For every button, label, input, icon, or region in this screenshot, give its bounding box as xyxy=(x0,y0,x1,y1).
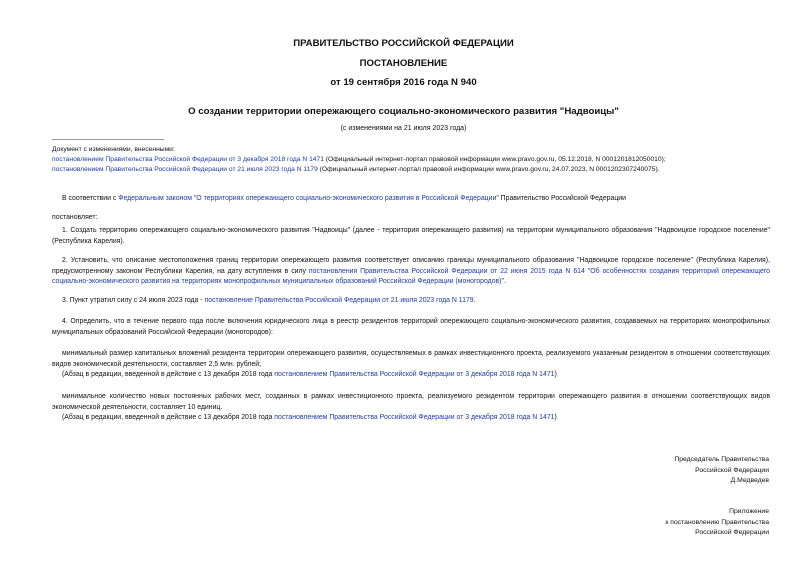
paragraph-3 xyxy=(52,296,770,307)
appendix-reference: к постановлению Правительства xyxy=(665,518,769,526)
paragraph-2 xyxy=(52,256,770,288)
preamble xyxy=(52,194,770,205)
amendments-intro: Документ с изменениями, внесенными: xyxy=(52,146,175,153)
paragraph-3-text: 3. Пункт утратил силу с 24 июля 2023 года - xyxy=(62,297,205,304)
document-title: О создании территории опережающего социально-экономического развития "Надвоицы" xyxy=(188,106,619,117)
signature-position: Председатель Правительства xyxy=(674,456,769,463)
paragraph-2-text: 2. Установить, что описание местоположения границ территории опережающего развития соответствует описанию границы муниципального образования "Надвоицкое городское поселение" (Республика Карелия), предусмотренному законом Республики Карелия, на дату вступления в силу xyxy=(52,257,770,275)
resolves-text: постановляет: xyxy=(52,214,98,221)
resolution-1179-link[interactable]: постановление Правительства Российской Федерации от 21 июля 2023 года N 1179 xyxy=(204,297,474,304)
note-text: (Абзац в редакции, введенной в действие с 13 декабря 2018 года xyxy=(62,414,275,421)
government-heading: ПРАВИТЕЛЬСТВО РОССИЙСКОЙ ФЕДЕРАЦИИ xyxy=(293,38,514,49)
date-number-heading: от 19 сентября 2016 года N 940 xyxy=(330,77,477,88)
amendment-item xyxy=(52,165,772,175)
paragraph-4b-note xyxy=(52,413,770,424)
paragraph-2-text: . xyxy=(503,278,506,286)
amendment-text: (Официальный интернет-портал правовой информации www.pravo.gov.ru, 24.07.2023, N 0001202307240075). xyxy=(317,166,660,173)
paragraph-4a: минимальный размер капитальных вложений резидента территории опережающего развития, осуществляемых в рамках инвестиционного проекта, реализуемого указанным резидентом в отношении соответствующих видов экономической деятельности, составляет 2,5 млн. рублей; xyxy=(52,350,770,368)
paragraph-4a-note xyxy=(52,370,770,381)
changes-note: (с изменениями на 21 июля 2023 года) xyxy=(340,125,467,132)
divider-line xyxy=(52,139,164,140)
paragraph-3-text: . xyxy=(473,297,476,304)
note-text: ) xyxy=(554,414,557,421)
appendix-organization: Российской Федерации xyxy=(695,529,769,536)
signature-organization: Российской Федерации xyxy=(695,466,769,474)
preamble-text: В соответствии с xyxy=(62,195,119,202)
appendix-block xyxy=(665,507,769,539)
preamble-text: Правительство Российской Федерации xyxy=(498,195,626,202)
signature-block xyxy=(674,455,769,487)
amendment-link[interactable]: постановлением Правительства Российской Федерации от 21 июля 2023 года N 1179 xyxy=(52,166,318,173)
amendment-item xyxy=(52,155,772,165)
doc-type-heading: ПОСТАНОВЛЕНИЕ xyxy=(359,58,448,69)
resolution-1471-link[interactable]: постановлением Правительства Российской Федерации от 3 декабря 2018 года N 1471 xyxy=(274,371,555,378)
paragraph-1: 1. Создать территорию опережающего социально-экономического развития "Надвоицы" (далее - территория опережающего развития) на территории муниципального образования "Надвоицкое городское поселение" (Республика Карелия). xyxy=(52,227,770,245)
amendment-link[interactable]: постановлением Правительства Российской Федерации от 3 декабря 2018 года N 1471 xyxy=(52,156,324,163)
note-text: ) xyxy=(554,371,557,378)
note-text: (Абзац в редакции, введенной в действие с 13 декабря 2018 года xyxy=(62,371,275,378)
federal-law-link[interactable]: Федеральным законом "О территориях опережающего социально-экономического развития в Российской Федерации" xyxy=(118,195,499,202)
signature-name: Д.Медведев xyxy=(730,477,769,484)
resolution-1471-link[interactable]: постановлением Правительства Российской Федерации от 3 декабря 2018 года N 1471 xyxy=(274,414,555,421)
paragraph-4b: минимальное количество новых постоянных рабочих мест, созданных в рамках инвестиционного проекта, реализуемого резидентом территории опережающего развития в отношении соответствующих видов экономической деятельности, составляет 10 единиц. xyxy=(52,393,770,411)
resolution-614-link[interactable]: постановления Правительства Российской Федерации от 22 июня 2015 года N 614 "Об особенностях создания территорий опережающего социально-экономического развития на территориях монопрофильных муниципальных образований Российской Федерации (моногородов)" xyxy=(52,267,770,286)
appendix-title: Приложение xyxy=(729,508,769,515)
amendment-text: (Официальный интернет-портал правовой информации www.pravo.gov.ru, 05.12.2018, N 0001201812050010); xyxy=(323,156,666,163)
paragraph-4: 4. Определить, что в течение первого года после включения юридического лица в реестр резидентов территорий опережающего социально-экономического развития, создаваемых на территориях монопрофильных муниципальных образований Российской Федерации (моногородов): xyxy=(52,318,770,336)
